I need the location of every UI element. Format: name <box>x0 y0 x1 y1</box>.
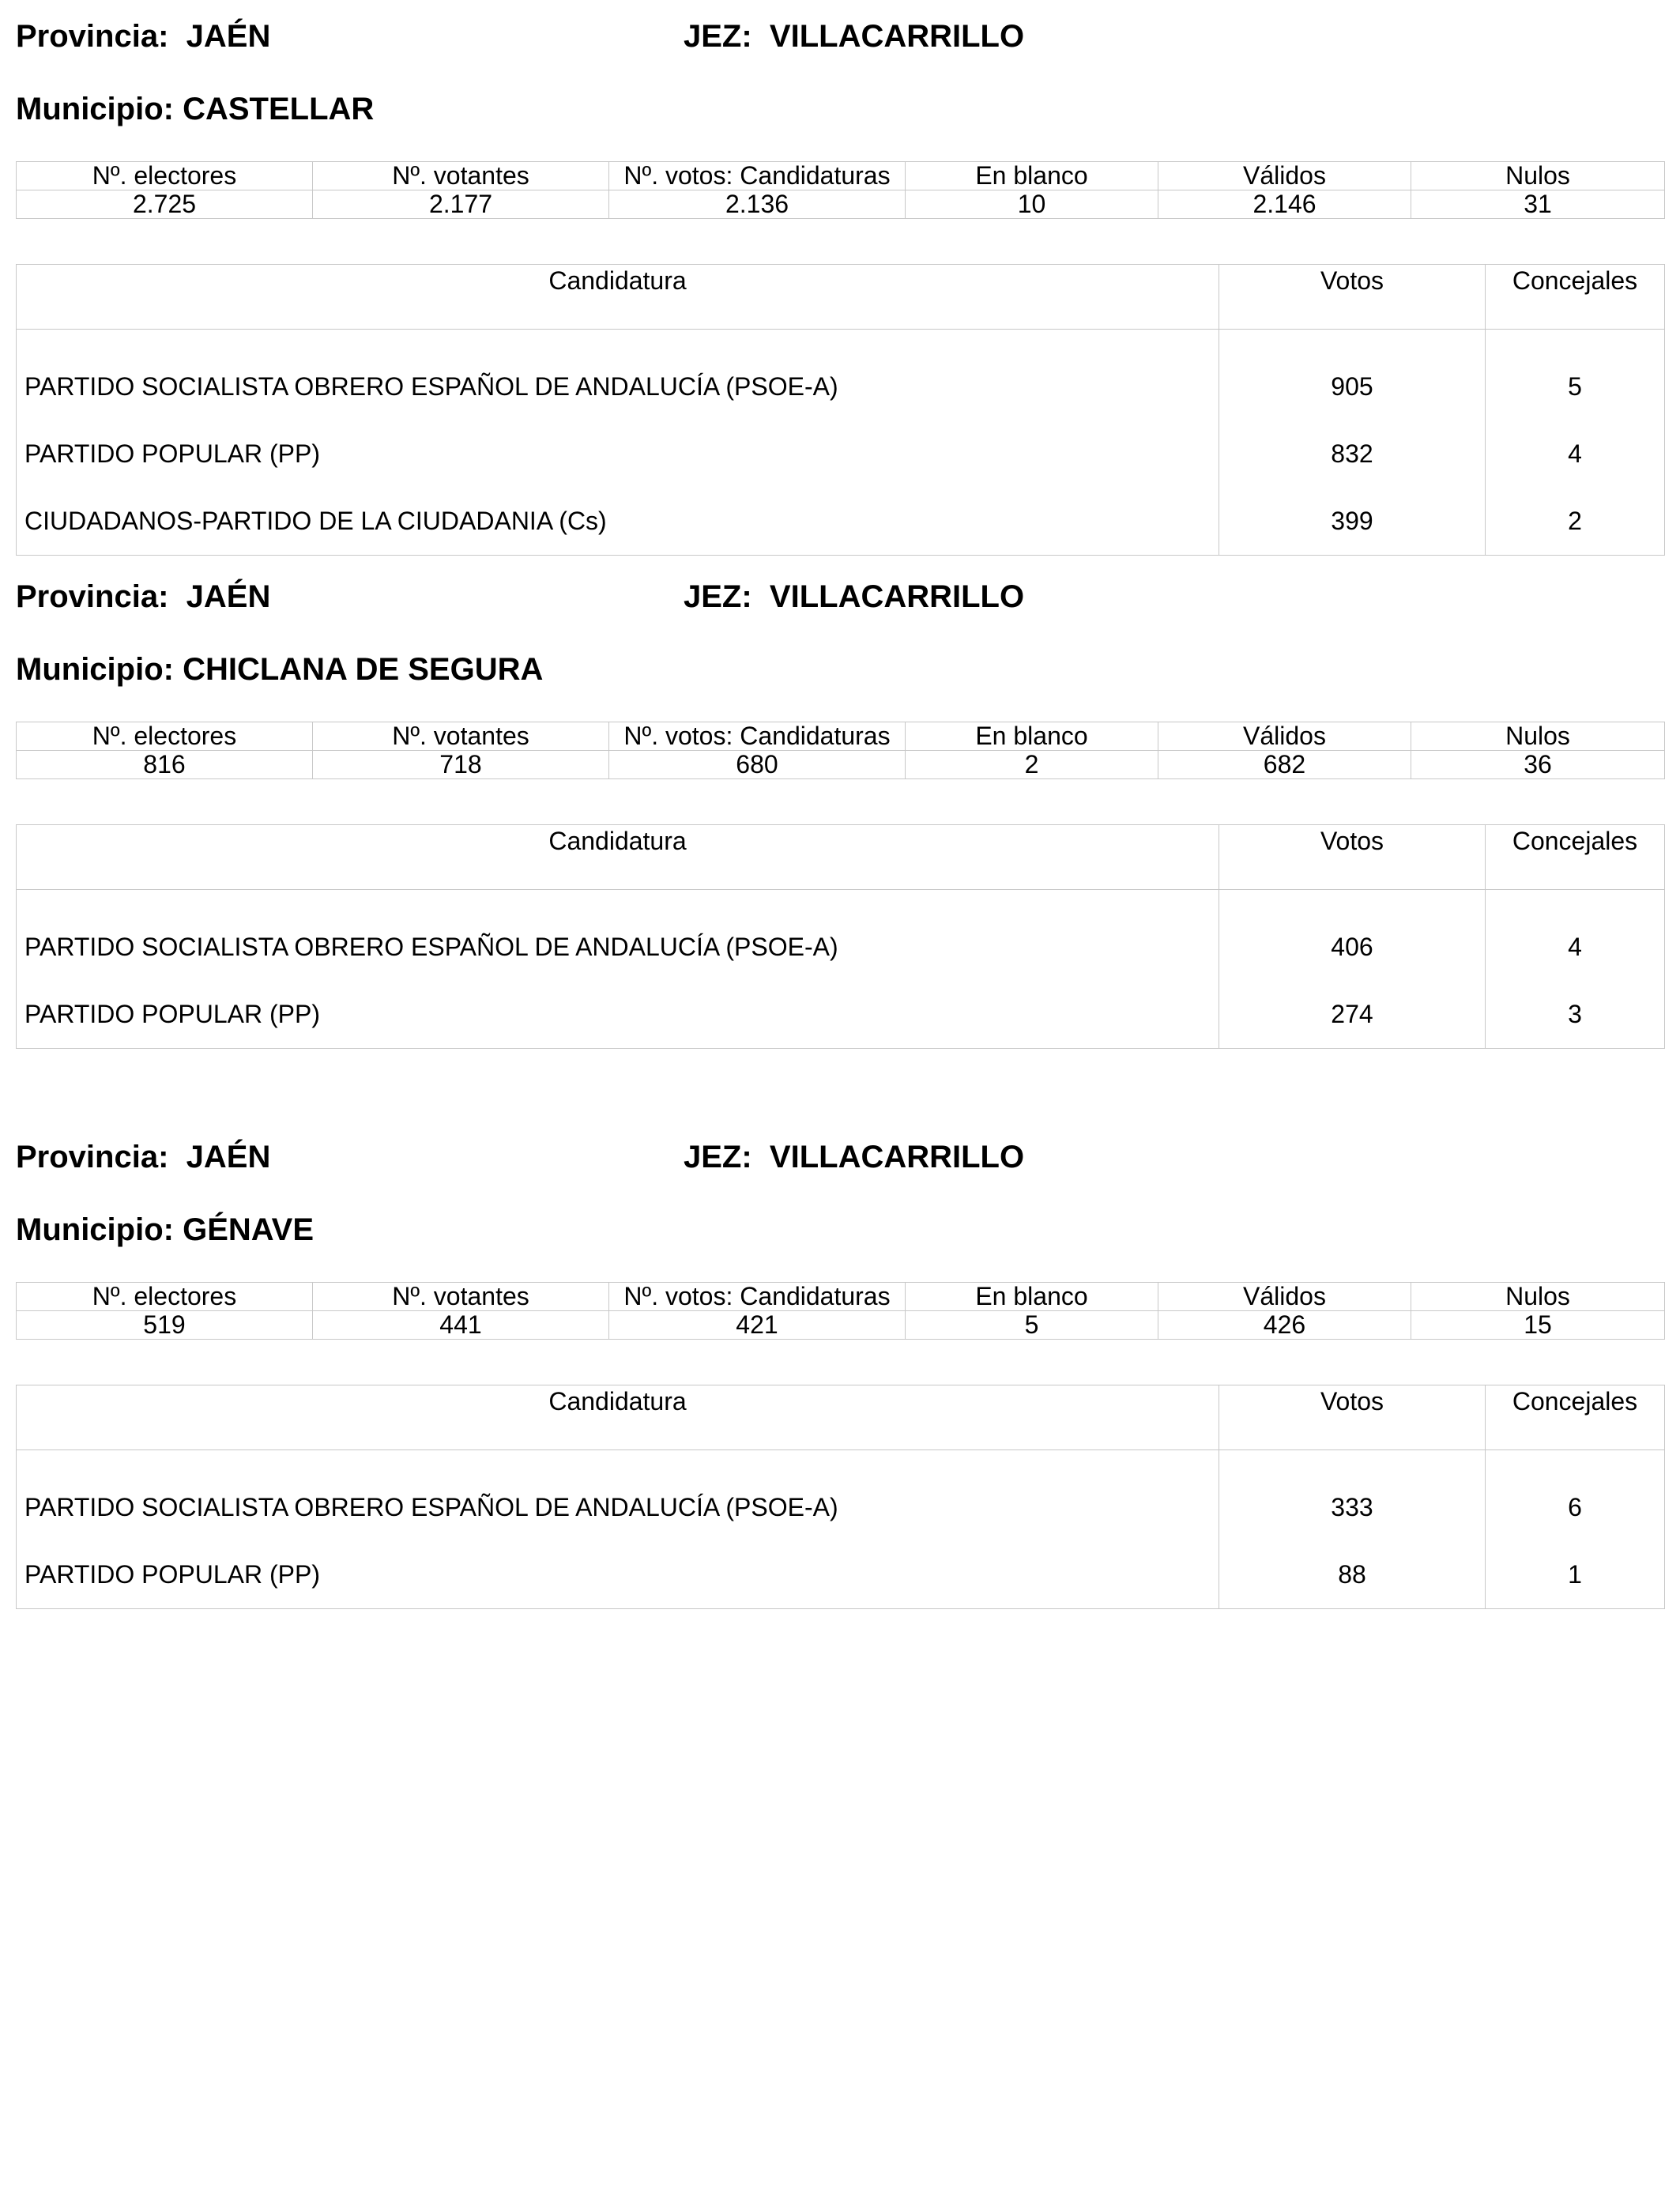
stats-value: 10 <box>906 190 1158 219</box>
stats-header: Nº. electores <box>17 722 313 751</box>
cand-name: CIUDADANOS-PARTIDO DE LA CIUDADANIA (Cs) <box>17 488 1219 556</box>
stats-header: Nulos <box>1411 722 1665 751</box>
stats-value-row <box>17 1311 1665 1340</box>
cand-votos: 88 <box>1219 1541 1486 1609</box>
cand-name: PARTIDO SOCIALISTA OBRERO ESPAÑOL DE ANDALUCÍA (PSOE-A) <box>17 1450 1219 1542</box>
cand-concejales: 3 <box>1486 981 1665 1049</box>
stats-header: Válidos <box>1158 1283 1411 1311</box>
stats-header: Nulos <box>1411 1283 1665 1311</box>
municipio-title: Municipio: CHICLANA DE SEGURA <box>16 652 544 687</box>
stats-value: 2 <box>906 751 1158 779</box>
cand-row <box>17 488 1665 556</box>
cand-row <box>17 330 1665 421</box>
stats-value: 421 <box>609 1311 906 1340</box>
provincia-label: Provincia: JAÉN <box>16 19 271 54</box>
cand-header: Votos <box>1219 825 1486 890</box>
cand-name: PARTIDO POPULAR (PP) <box>17 1541 1219 1609</box>
stats-value-row <box>17 751 1665 779</box>
stats-header: Válidos <box>1158 162 1411 190</box>
stats-value: 519 <box>17 1311 313 1340</box>
cand-header: Concejales <box>1486 1385 1665 1450</box>
candidaturas-table <box>16 264 1665 556</box>
cand-concejales: 1 <box>1486 1541 1665 1609</box>
stats-value: 2.146 <box>1158 190 1411 219</box>
stats-header-row <box>17 162 1665 190</box>
section-castellar <box>16 19 1664 535</box>
jez-label: JEZ: VILLACARRILLO <box>684 1140 1025 1174</box>
header-row <box>16 1140 1664 1187</box>
header-row <box>16 579 1664 627</box>
jez-label: JEZ: VILLACARRILLO <box>684 579 1025 614</box>
stats-header: En blanco <box>906 1283 1158 1311</box>
stats-table <box>16 722 1665 779</box>
cand-name: PARTIDO POPULAR (PP) <box>17 420 1219 488</box>
jez-label: JEZ: VILLACARRILLO <box>684 19 1025 54</box>
cand-name: PARTIDO SOCIALISTA OBRERO ESPAÑOL DE ANDALUCÍA (PSOE-A) <box>17 890 1219 982</box>
candidaturas-table <box>16 1385 1665 1609</box>
stats-value: 15 <box>1411 1311 1665 1340</box>
stats-header: Nº. electores <box>17 1283 313 1311</box>
stats-header: En blanco <box>906 162 1158 190</box>
cand-header: Candidatura <box>17 265 1219 330</box>
stats-value: 441 <box>313 1311 609 1340</box>
stats-header: Nº. votantes <box>313 162 609 190</box>
cand-row <box>17 890 1665 982</box>
stats-header: Nº. votantes <box>313 722 609 751</box>
cand-votos: 399 <box>1219 488 1486 556</box>
cand-votos: 905 <box>1219 330 1486 421</box>
stats-header: Nº. votos: Candidaturas <box>609 162 906 190</box>
stats-value: 426 <box>1158 1311 1411 1340</box>
cand-header-row <box>17 1385 1665 1450</box>
stats-header: En blanco <box>906 722 1158 751</box>
section-genave <box>16 1140 1664 1589</box>
stats-value: 816 <box>17 751 313 779</box>
municipio-title: Municipio: GÉNAVE <box>16 1212 315 1247</box>
stats-value: 2.136 <box>609 190 906 219</box>
cand-row <box>17 420 1665 488</box>
stats-value: 2.725 <box>17 190 313 219</box>
cand-header: Concejales <box>1486 825 1665 890</box>
stats-value: 680 <box>609 751 906 779</box>
stats-value: 36 <box>1411 751 1665 779</box>
stats-value: 718 <box>313 751 609 779</box>
stats-value-row <box>17 190 1665 219</box>
stats-header: Nº. votantes <box>313 1283 609 1311</box>
stats-header: Nulos <box>1411 162 1665 190</box>
stats-table <box>16 161 1665 219</box>
provincia-label: Provincia: JAÉN <box>16 1140 271 1174</box>
cand-name: PARTIDO POPULAR (PP) <box>17 981 1219 1049</box>
stats-header: Nº. electores <box>17 162 313 190</box>
cand-concejales: 5 <box>1486 330 1665 421</box>
section-chiclana-de-segura <box>16 579 1664 1028</box>
cand-row <box>17 1450 1665 1542</box>
stats-header-row <box>17 722 1665 751</box>
header-row <box>16 19 1664 66</box>
stats-value: 682 <box>1158 751 1411 779</box>
candidaturas-table <box>16 824 1665 1049</box>
municipio-title: Municipio: CASTELLAR <box>16 92 375 126</box>
cand-header-row <box>17 825 1665 890</box>
cand-concejales: 4 <box>1486 420 1665 488</box>
stats-value: 31 <box>1411 190 1665 219</box>
cand-header: Candidatura <box>17 825 1219 890</box>
cand-votos: 406 <box>1219 890 1486 982</box>
cand-row <box>17 1541 1665 1609</box>
cand-header: Votos <box>1219 1385 1486 1450</box>
cand-row <box>17 981 1665 1049</box>
stats-value: 2.177 <box>313 190 609 219</box>
cand-header-row <box>17 265 1665 330</box>
cand-header: Candidatura <box>17 1385 1219 1450</box>
cand-concejales: 6 <box>1486 1450 1665 1542</box>
cand-votos: 274 <box>1219 981 1486 1049</box>
stats-value: 5 <box>906 1311 1158 1340</box>
stats-header-row <box>17 1283 1665 1311</box>
stats-table <box>16 1282 1665 1340</box>
provincia-label: Provincia: JAÉN <box>16 579 271 614</box>
cand-concejales: 4 <box>1486 890 1665 982</box>
stats-header: Nº. votos: Candidaturas <box>609 722 906 751</box>
cand-header: Votos <box>1219 265 1486 330</box>
stats-header: Nº. votos: Candidaturas <box>609 1283 906 1311</box>
cand-concejales: 2 <box>1486 488 1665 556</box>
cand-header: Concejales <box>1486 265 1665 330</box>
stats-header: Válidos <box>1158 722 1411 751</box>
cand-votos: 832 <box>1219 420 1486 488</box>
cand-votos: 333 <box>1219 1450 1486 1542</box>
cand-name: PARTIDO SOCIALISTA OBRERO ESPAÑOL DE ANDALUCÍA (PSOE-A) <box>17 330 1219 421</box>
